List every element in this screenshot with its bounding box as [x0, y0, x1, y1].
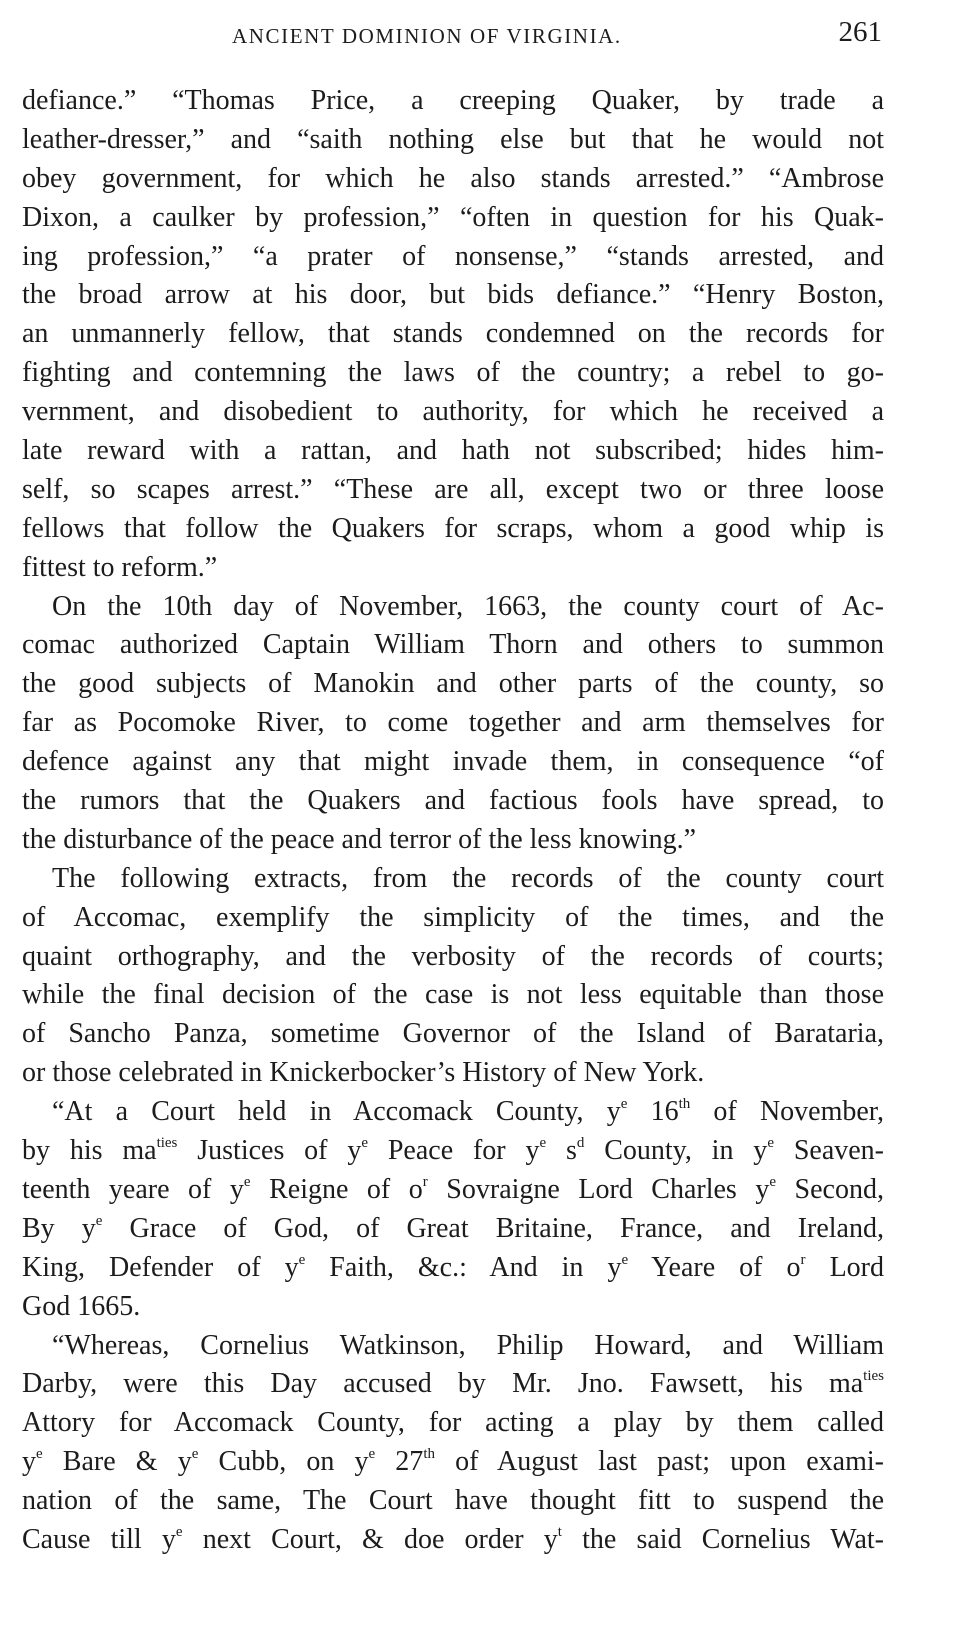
superscript: th [678, 1096, 691, 1113]
text-line: Cause till $y^e$ next Court, & doe order $y^t$ the said Cornelius Wat- [22, 1523, 884, 1555]
text-line: of Sancho Panza, sometime Governor of the Island of Barataria, [22, 1018, 884, 1050]
text-line: quaint orthography, and the verbosity of the records of courts; [22, 940, 884, 972]
superscript: e [243, 1173, 251, 1190]
superscript: d [576, 1135, 585, 1152]
running-title: ANCIENT DOMINION OF VIRGINIA. [232, 24, 622, 48]
paragraph-start-line: The following extracts, from the records of the county court [52, 862, 884, 894]
text-line: the good subjects of Manokin and other parts of the county, so [22, 668, 884, 700]
text-line: Dixon, a caulker by profession,” “often in question for his Quak- [22, 201, 884, 233]
text-line: far as Pocomoke River, to come together and arm themselves for [22, 707, 884, 739]
text-line: comac authorized Captain William Thorn and others to summon [22, 629, 884, 661]
superscript: e [620, 1096, 628, 1113]
superscript: r [422, 1173, 428, 1190]
superscript: ties [156, 1135, 178, 1152]
superscript: e [36, 1446, 43, 1463]
text-line: defiance.” “Thomas Price, a creeping Quaker, by trade a [22, 85, 884, 116]
text-line: leather-dresser,” and “saith nothing else but that he would not [22, 123, 884, 155]
text-line: King, Defender of $y^e$ Faith, &c.: And in $y^e$ Yeare of $o^r$ Lord [22, 1251, 885, 1283]
text-line: late reward with a rattan, and hath not subscribed; hides him- [22, 435, 884, 467]
text-line: By $y^e$ Grace of God, of Great Britaine, France, and Ireland, [22, 1212, 884, 1244]
text-line: teenth yeare of $y^e$ Reigne of $o^r$ Sovraigne Lord Charles $y^e$ Second, [22, 1173, 884, 1205]
superscript: r [800, 1251, 806, 1268]
superscript: th [423, 1446, 435, 1463]
text-line: Attory for Accomack County, for acting a play by them called [22, 1407, 884, 1439]
superscript: e [298, 1251, 306, 1268]
superscript: e [621, 1251, 629, 1268]
text-line: ing profession,” “a prater of nonsense,” “stands arrested, and [22, 240, 884, 272]
page-number: 261 [838, 16, 882, 48]
text-line: nation of the same, The Court have thought fitt to suspend the [22, 1485, 884, 1517]
text-line: by his $ma^{ties}$ Justices of $y^e$ Peace for $y^e$ $s^d$ County, in $y^e$ Seaven- [22, 1135, 884, 1167]
text-line: obey government, for which he also stands arrested.” “Ambrose [22, 162, 884, 194]
text-line: Darby, were this Day accused by Mr. Jno. Fawsett, his $ma^{ties}$ [22, 1368, 884, 1400]
superscript: e [539, 1135, 547, 1152]
text-line: the rumors that the Quakers and factious fools have spread, to [22, 785, 884, 817]
text-line: of Accomac, exemplify the simplicity of the times, and the [22, 901, 884, 933]
text-line: the broad arrow at his door, but bids defiance.” “Henry Boston, [22, 279, 884, 311]
text-line: fighting and contemning the laws of the country; a rebel to go- [22, 357, 884, 389]
text-line: God 1665. [22, 1290, 141, 1322]
superscript: e [95, 1212, 103, 1229]
paragraph-start-line: On the 10th day of November, 1663, the county court of Ac- [52, 590, 884, 622]
body-text [22, 82, 884, 1560]
superscript: e [191, 1446, 199, 1463]
text-line: $y^e$ Bare & $y^e$ Cubb, on $y^e$ 27th of August last past; upon exami- [22, 1446, 884, 1478]
superscript: e [368, 1446, 376, 1463]
text-line: vernment, and disobedient to authority, for which he received a [22, 396, 884, 428]
text-line: the disturbance of the peace and terror of the less knowing.” [22, 823, 697, 855]
superscript: e [769, 1173, 777, 1190]
text-line: while the final decision of the case is not less equitable than those [22, 979, 884, 1011]
text-line: fittest to reform.” [22, 551, 218, 583]
text-line: self, so scapes arrest.” “These are all, except two or three loose [22, 473, 884, 505]
text-line: fellows that follow the Quakers for scraps, whom a good whip is [22, 512, 884, 544]
superscript: e [767, 1135, 774, 1152]
superscript: e [361, 1135, 369, 1152]
superscript: e [175, 1523, 183, 1540]
paragraph-start-line: “Whereas, Cornelius Watkinson, Philip Howard, and William [52, 1329, 884, 1361]
running-head [0, 14, 971, 58]
text-line: or those celebrated in Knickerbocker’s History of New York. [22, 1057, 705, 1089]
paragraph-start-line: “At a Court held in Accomack County, $y^e$ 16th of November, [52, 1096, 884, 1128]
text-line: an unmannerly fellow, that stands condemned on the records for [22, 318, 884, 350]
superscript: ties [863, 1368, 884, 1385]
superscript: t [557, 1523, 562, 1540]
text-line: defence against any that might invade them, in consequence “of [22, 746, 884, 778]
